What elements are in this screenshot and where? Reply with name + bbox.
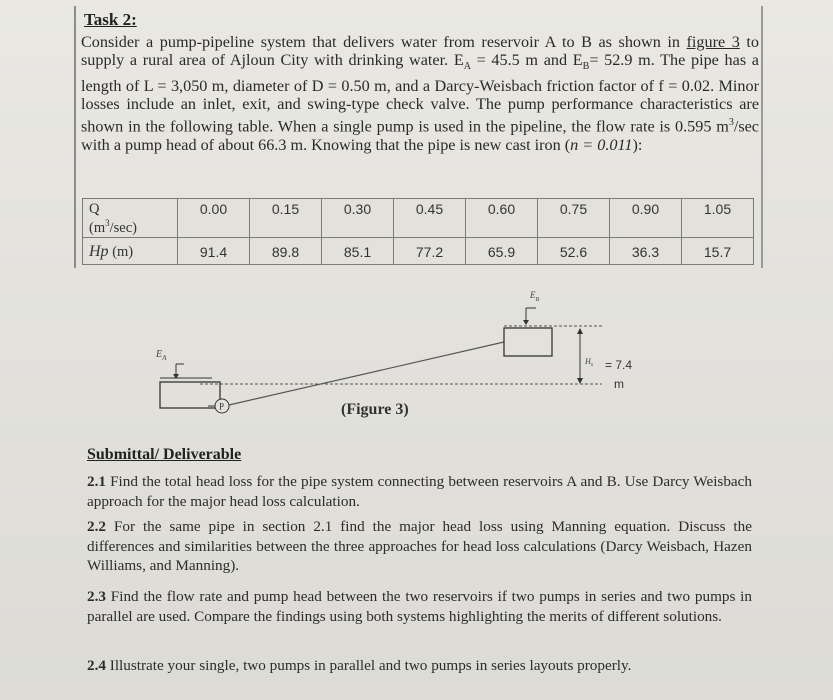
ea-subscript: A <box>463 61 471 73</box>
svg-text:EB: $E_B$ <box>530 290 540 303</box>
eb-subscript: B <box>582 61 590 73</box>
hp-cell: 36.3 <box>610 237 682 264</box>
item-number: 2.4 <box>87 657 106 674</box>
pump-performance-table <box>82 198 754 265</box>
hp-header: Hp (m) <box>83 237 178 264</box>
q-cell: 0.60 <box>466 199 538 238</box>
manning-n: n = 0.011 <box>570 135 633 154</box>
table-row-q <box>83 199 754 238</box>
table-row-hp <box>83 237 754 264</box>
para-text-1: Consider a pump-pipeline system that delivers water from reservoir A to B as shown in <box>81 33 687 51</box>
para-text-6: ): <box>632 135 643 154</box>
para-text-2: to supply a rural area of Ajloun City with drinking water. E <box>81 33 759 70</box>
para-text-4: = 52.9 m. The pipe has a length of L = 3,050 m, diameter of D = 0.50 m, and a Darcy-Weisbach friction factor of f = 0.02. Minor losses include an inlet, exit, and swing-type check valve. The pump performance characteristics are shown in the following table. When a single pump is used in the pipeline, the flow rate is 0.595 m <box>81 51 759 136</box>
task-title: Task 2: <box>84 10 137 29</box>
hp-cell: 85.1 <box>322 237 394 264</box>
pipeline-diagram <box>140 282 680 432</box>
deliverable-item <box>87 472 752 511</box>
pump-label: P <box>219 401 225 412</box>
item-number: 2.2 <box>87 518 106 535</box>
item-number: 2.1 <box>87 473 106 490</box>
m3-superscript: 3 <box>728 116 734 128</box>
pipeline <box>229 342 504 405</box>
hs-value: = 7.4 <box>605 358 633 372</box>
deliverable-item <box>87 517 752 576</box>
q-header: Q $(m^3/\sec)$ <box>83 199 178 238</box>
hp-cell: 91.4 <box>178 237 250 264</box>
item-text: Find the flow rate and pump head between the two reservoirs if two pumps in series and two pumps in parallel are used. Compare the findings using both systems highlighting the merits of different solutions. <box>87 588 752 625</box>
q-cell: 0.00 <box>178 199 250 238</box>
svg-text:Hs: $H_s$ <box>585 357 594 368</box>
figure-reference: figure 3 <box>686 33 740 51</box>
figure-caption: (Figure 3) <box>341 401 409 418</box>
q-cell: 0.15 <box>250 199 322 238</box>
deliverable-item <box>87 656 752 676</box>
reservoir-b <box>504 328 552 356</box>
hs-unit: m <box>614 377 624 391</box>
hp-cell: 89.8 <box>250 237 322 264</box>
deliverable-item <box>87 587 752 626</box>
item-text: Find the total head loss for the pipe system connecting between reservoirs A and B. Use Darcy Weisbach approach for the major head loss calculation. <box>87 473 752 510</box>
item-text: For the same pipe in section 2.1 find the major head loss using Manning equation. Discuss the differences and similarities between the three approaches for head loss calculations (Darcy Weisbach, Hazen Williams, and Manning). <box>87 518 752 575</box>
q-cell: 1.05 <box>682 199 754 238</box>
item-text: Illustrate your single, two pumps in parallel and two pumps in series layouts properly. <box>105 657 632 674</box>
hp-cell: 52.6 <box>538 237 610 264</box>
item-number: 2.3 <box>87 588 106 605</box>
eb-label: E <box>530 290 536 300</box>
eb-arrow-head <box>523 320 529 325</box>
deliverables-heading: Submittal/ Deliverable <box>87 446 242 463</box>
hs-label: H <box>585 357 591 366</box>
hp-cell: 15.7 <box>682 237 754 264</box>
hp-cell: 77.2 <box>394 237 466 264</box>
q-cell: 0.30 <box>322 199 394 238</box>
para-text-3: = 45.5 m and E <box>470 51 583 70</box>
q-cell: 0.90 <box>610 199 682 238</box>
q-cell: 0.75 <box>538 199 610 238</box>
para-text-5: /sec with a pump head of about 66.3 m. Knowing that the pipe is new cast iron ( <box>81 117 759 154</box>
svg-text:EA: $E_A$ <box>156 349 167 362</box>
ea-label: E <box>156 349 163 360</box>
q-cell: 0.45 <box>394 199 466 238</box>
reservoir-a <box>160 382 220 408</box>
task-description <box>81 33 759 154</box>
hp-cell: 65.9 <box>466 237 538 264</box>
